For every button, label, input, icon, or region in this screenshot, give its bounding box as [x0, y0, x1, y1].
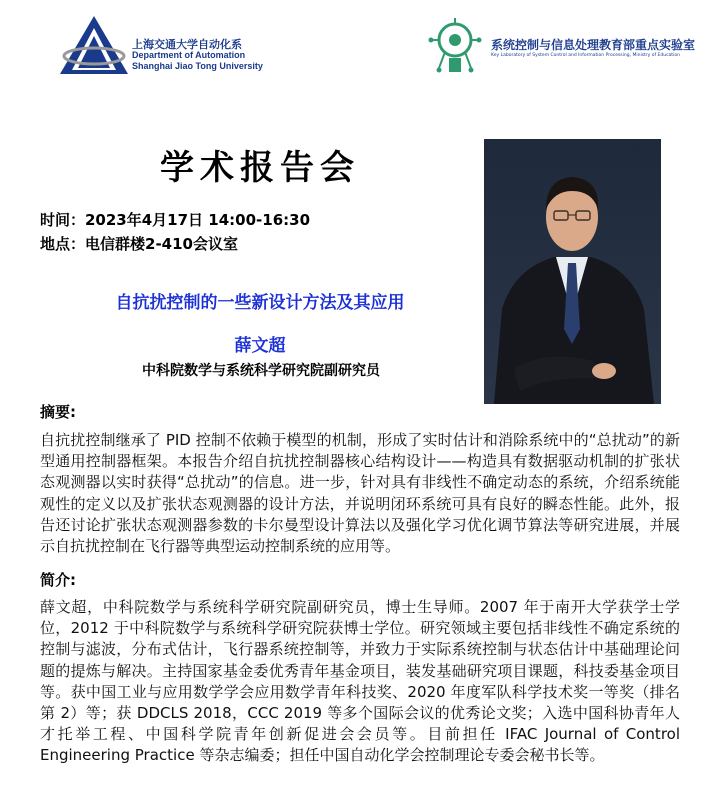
- speaker-affiliation: 中科院数学与系统科学研究院副研究员: [142, 363, 380, 379]
- speaker-portrait: [484, 139, 661, 404]
- bio-heading: 简介:: [40, 571, 76, 589]
- logo-right-cn: 系统控制与信息处理教育部重点实验室: [491, 38, 696, 52]
- logo-left-cn: 上海交通大学自动化系: [132, 39, 242, 51]
- page-title: 学术报告会: [160, 148, 360, 188]
- talk-title: 自抗扰控制的一些新设计方法及其应用: [115, 293, 405, 313]
- speaker-photo: [484, 139, 661, 404]
- lab-circuit-icon: [425, 16, 485, 76]
- lab-logo: [425, 16, 695, 78]
- abstract-heading: 摘要:: [40, 403, 76, 421]
- event-place: 地点：电信群楼2-410会议室: [40, 235, 238, 253]
- sjtu-triangle-icon: [58, 14, 130, 76]
- speaker-name: 薛文超: [234, 336, 286, 356]
- logo-right-en: Key Laboratory of System Control and Information Processing, Ministry of Education: [491, 53, 680, 58]
- logo-left-en2: Shanghai Jiao Tong University: [132, 61, 263, 71]
- sjtu-automation-logo: [58, 14, 263, 76]
- bio-text: 薛文超，中科院数学与系统科学研究院副研究员，博士生导师。2007 年于南开大学获学士学位，2012 于中科院数学与系统科学研究院获博士学位。研究领域主要包括非线性不确定系统的控制与滤波，分布式估计，飞行器系统控制等，并致力于实际系统控制与状态估计中基础理论问题的提炼与解决。主持国家基金委优秀青年基金项目，装发基础研究项目课题，科技委基金项目等。获中国工业与应用数学学会应用数学青年科技奖、2020 年度军队科学技术奖一等奖（排名第 2）等；获 DDCLS 2018，CCC 2019 等多个国际会议的优秀论文奖；入选中国科协青年人才托举工程、中国科学院青年创新促进会会员等。目前担任 IFAC Journal of Control Engineering Practice 等杂志编委；担任中国自动化学会控制理论专委会秘书长等。: [40, 598, 680, 765]
- event-time: 时间：2023年4月17日 14:00-16:30: [40, 211, 311, 229]
- logo-left-en1: Department of Automation: [132, 50, 246, 60]
- abstract-text: 自抗扰控制继承了 PID 控制不依赖于模型的机制，形成了实时估计和消除系统中的“总扰动”的新型通用控制器框架。本报告介绍自抗扰控制器核心结构设计——构造具有数据驱动机制的扩张状态观测器以实时获得“总扰动”的信息。进一步，针对具有非线性不确定动态的系统，介绍系统能观性的定义以及扩张状态观测器的设计方法，并说明闭环系统可具有良好的瞬态性能。此外，报告还讨论扩张状态观测器参数的卡尔曼型设计算法以及强化学习优化调节算法等研究进展，并展示自抗扰控制在飞行器等典型运动控制系统的应用等。: [40, 431, 680, 556]
